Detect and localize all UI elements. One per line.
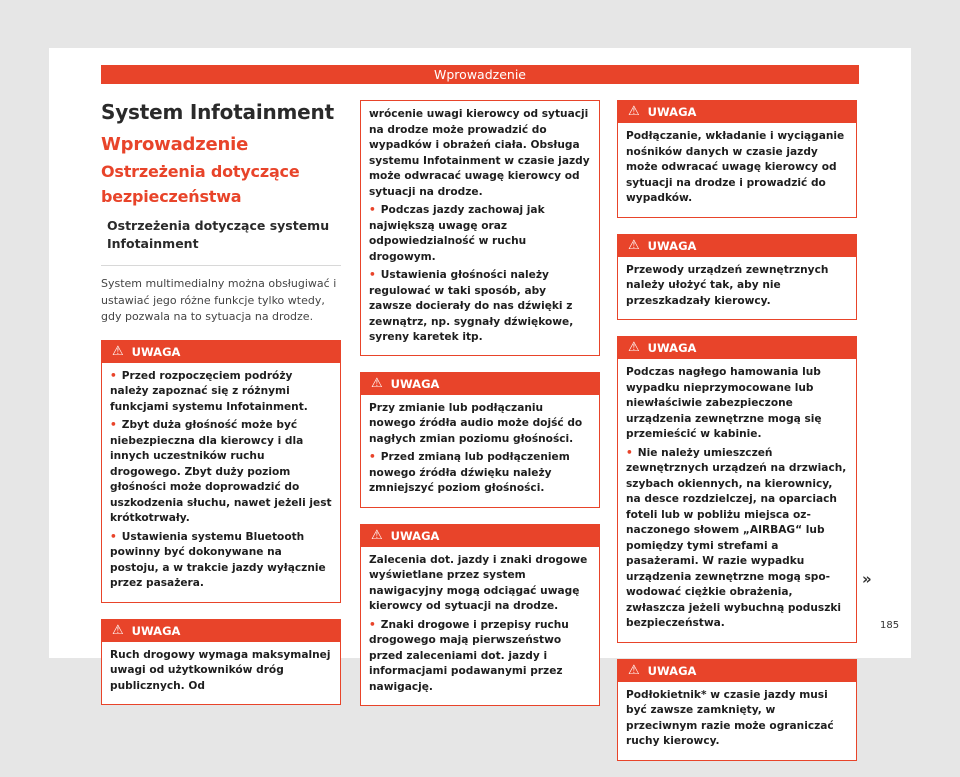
safety-heading: Ostrzeżenia dotyczące bezpieczeństwa <box>101 162 300 206</box>
warning-title: UWAGA <box>390 528 440 543</box>
warning-body <box>618 682 856 760</box>
warning-triangle-icon: ⚠ <box>112 622 124 638</box>
warning-triangle-icon: ⚠ <box>628 662 640 678</box>
intro-paragraph: System multimedialny można obsługiwać i ustawiać jego różne funkcje tylko wtedy, gdy pozwala na to sytuacja na drodze. <box>101 277 337 323</box>
warning-body <box>618 123 856 217</box>
section-title: System Infotainment <box>101 100 334 124</box>
warning-header <box>361 373 599 395</box>
warning-body <box>102 642 340 705</box>
warning-header <box>102 620 340 642</box>
warning-title: UWAGA <box>647 105 697 119</box>
warning-item: • Podczas jazdy zachowaj jak największą uwagę oraz odpowiedzialność w ruchu drogowym. <box>369 203 591 265</box>
warning-body <box>361 547 599 706</box>
warning-title: UWAGA <box>647 663 697 678</box>
warning-header <box>102 341 340 363</box>
continue-marker: » <box>862 570 872 588</box>
warning-text: Przewody urządzeń zewnętrznych należy ułożyć tak, aby nie przeszkadzały kierowcy. <box>626 263 829 307</box>
warning-triangle-icon: ⚠ <box>112 343 124 359</box>
warning-text: wrócenie uwagi kierowcy od sytuacji na drodze może prowadzić do wypadków i obrażeń ciała. Obsługa systemu Infotainment w czasie jazdy może odwracać uwagę kierowcy od sytuacji na drodze. <box>369 108 590 198</box>
warning-text: Podłokietnik* w czasie jazdy musi być zawsze zamknięty, w przeciwnym razie może ograniczać ruchy kierowcy. <box>626 688 834 747</box>
warning-text: Ruch drogowy wymaga maksymalnej uwagi od użytkowników dróg publicznych. Od <box>110 648 331 692</box>
warning-text: Przy zmianie lub podłączaniu nowego źródła audio może dojść do nagłych zmian poziomu głośności. <box>369 401 583 445</box>
warning-box <box>101 340 341 603</box>
chapter-header: Wprowadzenie <box>101 65 859 84</box>
warning-box <box>617 659 857 761</box>
warning-triangle-icon: ⚠ <box>371 527 383 543</box>
warning-body <box>618 359 856 642</box>
warning-triangle-icon: ⚠ <box>628 340 640 355</box>
warning-header <box>618 337 856 359</box>
warning-title: UWAGA <box>131 623 181 638</box>
warning-box <box>101 619 341 706</box>
warning-item: • Ustawienia systemu Bluetooth powinny być dokonywane na postoju, a w trakcie jazdy wyłącznie przez pasażera. <box>110 530 332 592</box>
warning-header <box>361 525 599 547</box>
warning-title: UWAGA <box>131 344 181 359</box>
column-2 <box>360 100 600 722</box>
warning-continuation <box>360 100 600 356</box>
warning-text: Podłączanie, wkładanie i wyciąganie nośników danych w czasie jazdy może odwracać uwagę kierowcy od sytuacji na drodze i prowadzić do wypadków. <box>626 130 845 204</box>
chapter-subtitle: Wprowadzenie <box>101 134 249 155</box>
warning-item: • Nie należy umieszczeń zewnętrznych urządzeń na drzwiach, szybach okiennych, na kierownicy, na desce rozdzielczej, na oparciach foteli lub w pobliżu miejsca oznaczonego słowem „AIRBAG“ lub pomiędzy tymi strefami a pasażerami. W razie wypadku urządzenia zewnętrzne mogą spowodować ciężkie obrażenia, zwłaszcza jeżeli wybuchną poduszki bezpieczeństwa. <box>626 446 848 632</box>
warning-box <box>617 100 857 218</box>
column-1 <box>101 100 341 721</box>
warning-triangle-icon: ⚠ <box>371 375 383 391</box>
warning-header <box>618 101 856 123</box>
warning-title: UWAGA <box>647 341 697 355</box>
column-3 <box>617 100 857 777</box>
warning-header <box>618 235 856 257</box>
infotainment-warnings-heading: Ostrzeżenia dotyczące systemu Infotainment <box>107 218 330 251</box>
warning-triangle-icon: ⚠ <box>628 237 640 253</box>
warning-triangle-icon: ⚠ <box>628 104 640 119</box>
warning-title: UWAGA <box>647 238 697 253</box>
warning-text: Zalecenia dot. jazdy i znaki drogowe wyświetlane przez system nawigacyjny mogą odciągać uwagę kierowcy od sytuacji na drodze. <box>369 553 588 612</box>
warning-text: Podczas nagłego hamowania lub wypadku nieprzymocowane lub niewłaściwie zabezpieczone urządzenia zewnętrzne mogą się przemieścić w kabinie. <box>626 366 822 440</box>
page-number: 185 <box>880 620 900 631</box>
warning-title: UWAGA <box>390 376 440 391</box>
warning-item: • Znaki drogowe i przepisy ruchu drogowego mają pierwszeństwo przed zaleceniami dot. jazdy i informacjami podawanymi przez nawigację. <box>369 618 591 696</box>
subheading-block <box>101 217 341 266</box>
warning-box <box>360 524 600 707</box>
warning-box <box>360 372 600 508</box>
warning-box <box>617 234 857 321</box>
warning-item: • Ustawienia głośności należy regulować w taki sposób, aby zawsze docierały do nas dźwięki z zewnątrz, np. sygnały dźwiękowe, syreny karetek itp. <box>369 268 591 346</box>
warning-item: • Przed rozpoczęciem podróży należy zapoznać się z różnymi funkcjami systemu Infotainment. <box>110 369 332 416</box>
warning-item: • Zbyt duża głośność może być niebezpieczna dla kierowcy i dla innych uczestników ruchu drogowego. Zbyt duży poziom głośności może doprowadzić do uszkodzenia słuchu, nawet jeżeli jest krótkotrwały. <box>110 418 332 527</box>
warning-body <box>102 363 340 602</box>
warning-body <box>361 395 599 507</box>
warning-item: • Przed zmianą lub podłączeniem nowego źródła dźwięku należy zmniejszyć poziom głośności. <box>369 450 591 497</box>
warning-body <box>618 257 856 320</box>
warning-header <box>618 660 856 682</box>
warning-box <box>617 336 857 643</box>
